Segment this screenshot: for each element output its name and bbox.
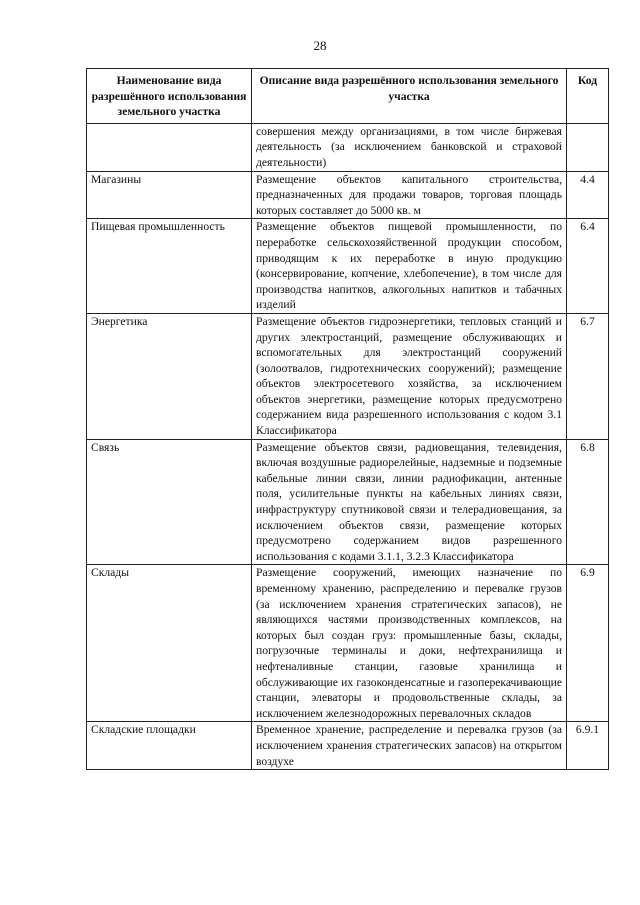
row-description: Размещение сооружений, имеющих назначение по временному хранению, распределению и перевалке грузов (за исключением хранения стратегических запасов), не являющихся частями производственных комплексов, на которых был создан груз: промышленные базы, склады, погрузочные терминалы и доки, нефтехранилища и нефтеналивные станции, газовые хранилища и обслуживающие их газоконденсатные и газоперекачивающие станции, элеваторы и продовольственные склады, за исключением железнодорожных перевалочных складов bbox=[252, 565, 567, 722]
row-code: 6.7 bbox=[567, 313, 609, 439]
header-name: Наименование вида разрешённого использования земельного участка bbox=[87, 69, 252, 124]
row-name: Пищевая промышленность bbox=[87, 219, 252, 314]
table-row bbox=[87, 313, 609, 439]
table-row bbox=[87, 123, 609, 171]
row-name: Склады bbox=[87, 565, 252, 722]
row-description: Размещение объектов капитального строительства, предназначенных для продажи товаров, торговая площадь которых составляет до 5000 кв. м bbox=[252, 171, 567, 219]
header-description: Описание вида разрешённого использования земельного участка bbox=[252, 69, 567, 124]
land-use-table bbox=[86, 68, 609, 770]
table-row bbox=[87, 722, 609, 770]
row-description: Размещение объектов связи, радиовещания, телевидения, включая воздушные радиорелейные, надземные и подземные кабельные линии связи, линии радиофикации, антенные поля, усилительные пункты на кабельных линиях связи, инфраструктуру спутниковой связи и телерадиовещания, за исключением объектов связи, размещение которых предусмотрено содержанием видов разрешенного использования с кодами 3.1.1, 3.2.3 Классификатора bbox=[252, 439, 567, 565]
row-description: совершения между организациями, в том числе биржевая деятельность (за исключением банковской и страховой деятельности) bbox=[252, 123, 567, 171]
row-code: 6.8 bbox=[567, 439, 609, 565]
row-description: Размещение объектов пищевой промышленности, по переработке сельскохозяйственной продукции способом, приводящим к их переработке в иную продукцию (консервирование, копчение, хлебопечение), в том числе для производства напитков, алкогольных напитков и табачных изделий bbox=[252, 219, 567, 314]
row-code: 6.4 bbox=[567, 219, 609, 314]
row-code: 4.4 bbox=[567, 171, 609, 219]
table-row bbox=[87, 565, 609, 722]
row-description: Размещение объектов гидроэнергетики, тепловых станций и других электростанций, размещение обслуживающих и вспомогательных для электростанций сооружений (золоотвалов, гидротехнических сооружений); размещение объектов электросетевого хозяйства, за исключением объектов энергетики, размещение которых предусмотрено содержанием вида разрешенного использования с кодом 3.1 Классификатора bbox=[252, 313, 567, 439]
row-description: Временное хранение, распределение и перевалка грузов (за исключением хранения стратегических запасов) на открытом воздухе bbox=[252, 722, 567, 770]
table-row bbox=[87, 171, 609, 219]
row-name: Энергетика bbox=[87, 313, 252, 439]
page-number: 28 bbox=[313, 38, 327, 53]
row-code bbox=[567, 123, 609, 171]
table-row bbox=[87, 439, 609, 565]
header-code: Код bbox=[567, 69, 609, 124]
row-code: 6.9.1 bbox=[567, 722, 609, 770]
row-code: 6.9 bbox=[567, 565, 609, 722]
table-row bbox=[87, 219, 609, 314]
row-name: Складские площадки bbox=[87, 722, 252, 770]
row-name: Связь bbox=[87, 439, 252, 565]
row-name: Магазины bbox=[87, 171, 252, 219]
row-name bbox=[87, 123, 252, 171]
table-header-row bbox=[87, 69, 609, 124]
